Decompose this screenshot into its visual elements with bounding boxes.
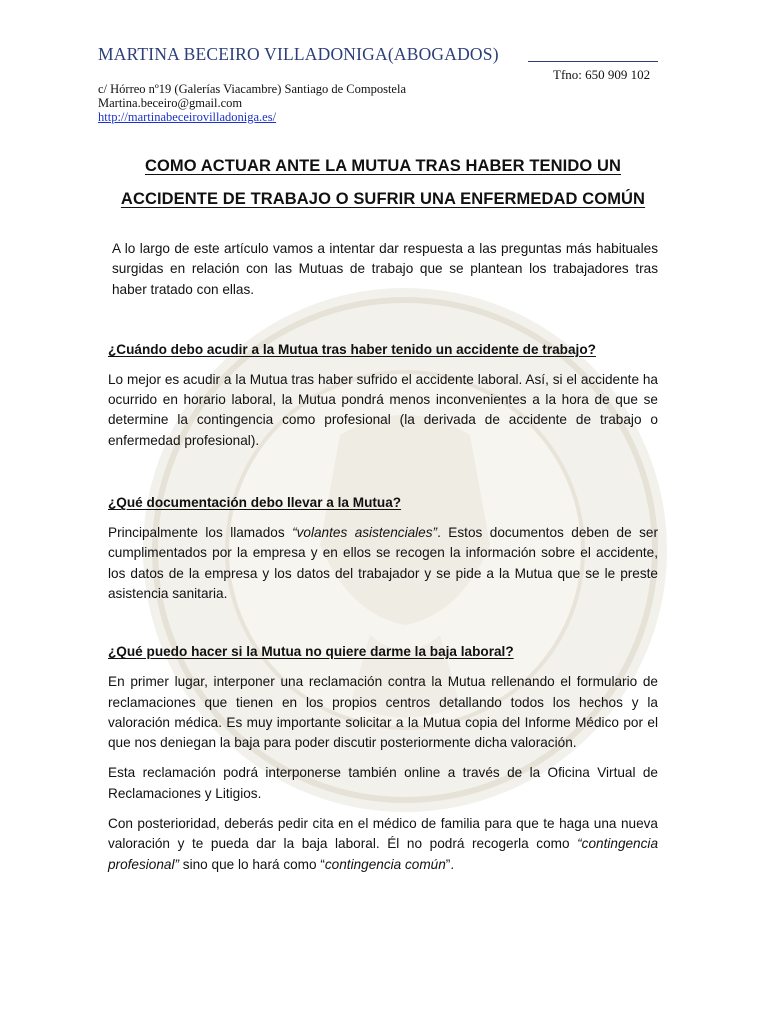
answer-emphasis: “contingencia profesional” (108, 836, 658, 872)
answer-emphasis: “volantes asistenciales” (292, 525, 438, 541)
website-link[interactable]: http://martinabeceirovilladoniga.es/ (98, 110, 277, 124)
answer-paragraph: Lo mejor es acudir a la Mutua tras haber sufrido el accidente laboral. Así, si el accidente ha ocurrido en horario laboral, la Mutua pondrá menos inconvenientes a la hora de que se determine la contingencia como profesional (la derivada de accidente de trabajo o enfermedad profesional). (108, 371, 658, 448)
title-line-2: ACCIDENTE DE TRABAJO O SUFRIR UNA ENFERMEDAD COMÚN (120, 190, 646, 208)
phone-number: Tfno: 650 909 102 (553, 67, 651, 82)
article-body (108, 150, 658, 875)
header-rule (528, 61, 658, 62)
question-heading: ¿Qué puedo hacer si la Mutua no quiere darme la baja laboral? (108, 644, 514, 660)
answer-text: Con posterioridad, deberás pedir cita en el médico de familia para que te haga una nueva valoración y te pueda dar la baja laboral. Él no podrá recogerla como (108, 816, 658, 852)
article-title (108, 150, 658, 216)
firm-name: MARTINA BECEIRO VILLADONIGA(ABOGADOS) (98, 44, 499, 64)
answer-paragraph (108, 814, 658, 875)
answer-text: . Estos documentos deben de ser cumplimentados por la empresa y en ellos se recogen la información sobre el accidente, los datos de la empresa y los datos del trabajador y se pide a la Mutua que se le preste asistencia sanitaria. (108, 525, 658, 601)
answer-text: sino que lo hará como “ (179, 856, 325, 872)
answer-text: ”. (445, 856, 455, 872)
answer-emphasis: contingencia común (324, 856, 446, 872)
answer-text: Principalmente los llamados (108, 525, 293, 541)
question-heading: ¿Qué documentación debo llevar a la Mutua? (108, 495, 402, 511)
answer-paragraph (108, 523, 658, 604)
intro-paragraph: A lo largo de este artículo vamos a intentar dar respuesta a las preguntas más habituales surgidas en relación con las Mutuas de trabajo que se plantean los trabajadores tras haber tratado con ellas. (112, 241, 658, 297)
answer-paragraph: En primer lugar, interponer una reclamación contra la Mutua rellenando el formulario de reclamaciones que tienen en los propios centros detallando todos los hechos y la valoración médica. Es muy importante solicitar a la Mutua copia del Informe Médico por el que nos deniegan la baja para poder discutir posteriormente dicha valoración. (108, 674, 658, 751)
title-line-1: COMO ACTUAR ANTE LA MUTUA TRAS HABER TENIDO UN (144, 157, 622, 175)
answer-paragraph: Esta reclamación podrá interponerse también online a través de la Oficina Virtual de Reclamaciones y Litigios. (108, 765, 658, 801)
question-heading: ¿Cuándo debo acudir a la Mutua tras haber tenido un accidente de trabajo? (108, 341, 596, 357)
email: Martina.beceiro@gmail.com (98, 96, 243, 110)
address: c/ Hórreo nº19 (Galerías Viacambre) Santiago de Compostela (98, 82, 407, 96)
